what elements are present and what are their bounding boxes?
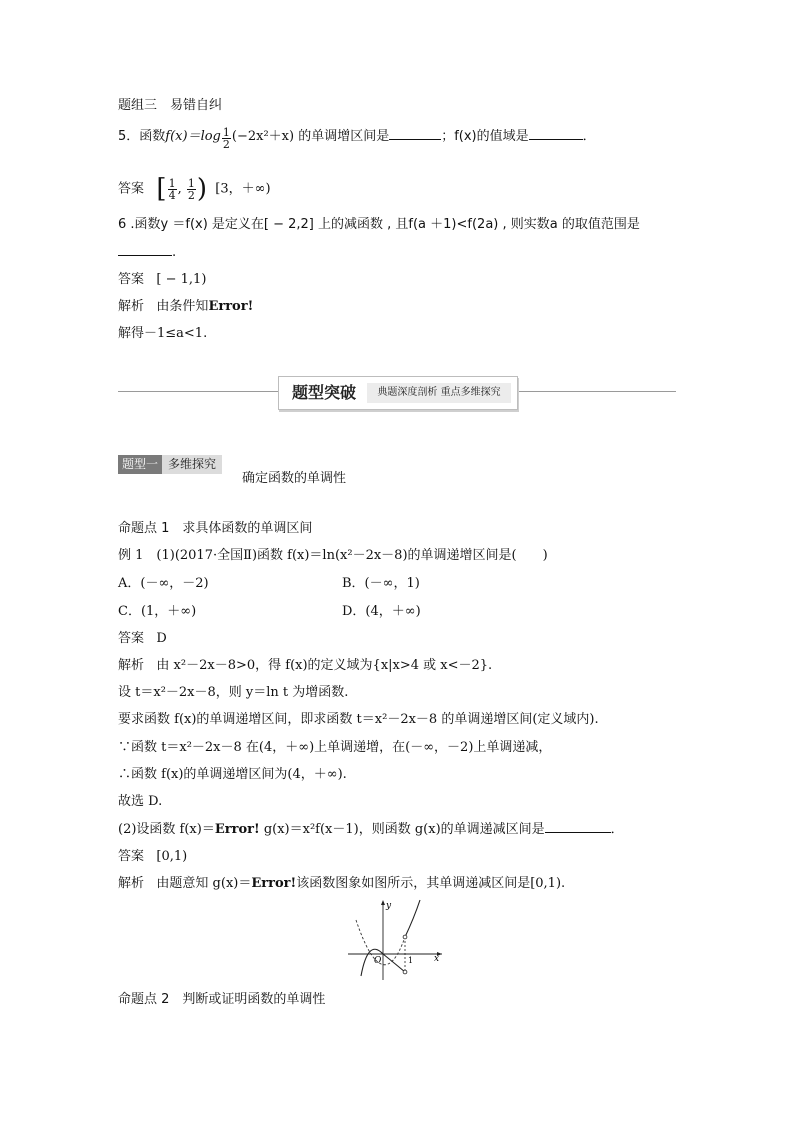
section-banner (278, 376, 518, 410)
log-base: $\frac{1}{2}$ (222, 126, 230, 151)
question-5: 5．函数f(x)＝log $\frac{1}{2}$ (−2x²＋x) 的单调增区间是 ；f(x)的值域是 ． (118, 126, 596, 151)
example-1-part-2: (2)设函数 f(x)＝Error! g(x)＝x²f(x－1)，则函数 g(x)的单调递减区间是 ． (118, 822, 624, 837)
analysis-line: ∵函数 t＝x²－2x－8 在(4，＋∞)上单调递增，在(－∞，－2)上单调递减， (118, 740, 552, 755)
option-b[interactable]: B．(－∞，1) (342, 576, 420, 591)
answer-5: 答案 [ $\frac{1}{4}$ , $\frac{1}{2}$ ) [3，＋∞) (118, 174, 271, 204)
example-1-question: 例 1 (1)(2017·全国Ⅱ)函数 f(x)＝ln(x²－2x－8)的单调递增区间是( ) (118, 548, 548, 563)
answer-blank[interactable] (545, 820, 611, 833)
analysis-6: 解析 由条件知Error! (118, 299, 254, 314)
analysis-ex1: 解析 由 x²－2x－8>0，得 f(x)的定义域为{x|x>4 或 x<－2}. (118, 658, 493, 673)
type-title: 确定函数的单调性 (242, 471, 347, 486)
solve-6: 解得－1≤a<1. (118, 326, 208, 341)
answer-ex1: 答案 D (118, 631, 167, 646)
banner-title: 题型突破 (291, 383, 356, 402)
fraction: $\frac{1}{4}$ (168, 176, 176, 202)
answer-6: 答案 [ − 1,1) (118, 272, 207, 287)
option-a[interactable]: A．(－∞，－2) (118, 576, 209, 591)
analysis-ex1-2: 解析 由题意知 g(x)＝Error!该函数图象如图所示，其单调递减区间是[0,1). (118, 876, 566, 891)
open-point (403, 935, 407, 939)
origin-label: O (374, 956, 382, 966)
point-1: 命题点 1 求具体函数的单调区间 (118, 521, 313, 536)
answer-blank[interactable] (118, 243, 172, 256)
section-heading: 题组三 易错自纠 (118, 98, 223, 113)
option-c[interactable]: C．(1，＋∞) (118, 604, 197, 619)
fraction: $\frac{1}{2}$ (187, 176, 195, 202)
answer-blank[interactable] (529, 127, 583, 140)
y-axis-arrow (381, 900, 385, 905)
answer-ex1-2: 答案 [0,1) (118, 849, 188, 864)
open-point (403, 970, 407, 974)
analysis-line: ∴函数 f(x)的单调递增区间为(4，＋∞). (118, 767, 347, 782)
point-2: 命题点 2 判断或证明函数的单调性 (118, 992, 326, 1007)
analysis-line: 设 t＝x²－2x－8，则 y＝ln t 为增函数. (118, 685, 349, 700)
answer-blank[interactable] (389, 127, 441, 140)
type-tag: 题型一 多维探究 (118, 455, 222, 474)
x-label: x (434, 954, 440, 964)
question-6: 6 .函数y ＝f(x) 是定义在[ − 2,2] 上的减函数 , 且f(a ＋1)<f(2a) , 则实数a 的取值范围是 (118, 217, 640, 232)
y-label: y (386, 901, 392, 911)
function-graph (346, 896, 446, 982)
right-curve (405, 900, 420, 937)
question-6-line2: . (118, 243, 176, 262)
banner-subtitle: 典题深度剖析 重点多维探究 (367, 383, 511, 403)
middle-curve (383, 954, 405, 972)
option-d[interactable]: D．(4，＋∞) (342, 604, 421, 619)
analysis-line: 要求函数 f(x)的单调递增区间，即求函数 t＝x²－2x－8 的单调递增区间(定义域内). (118, 712, 599, 727)
analysis-line: 故选 D. (118, 794, 163, 809)
tick-label: 1 (408, 956, 414, 965)
